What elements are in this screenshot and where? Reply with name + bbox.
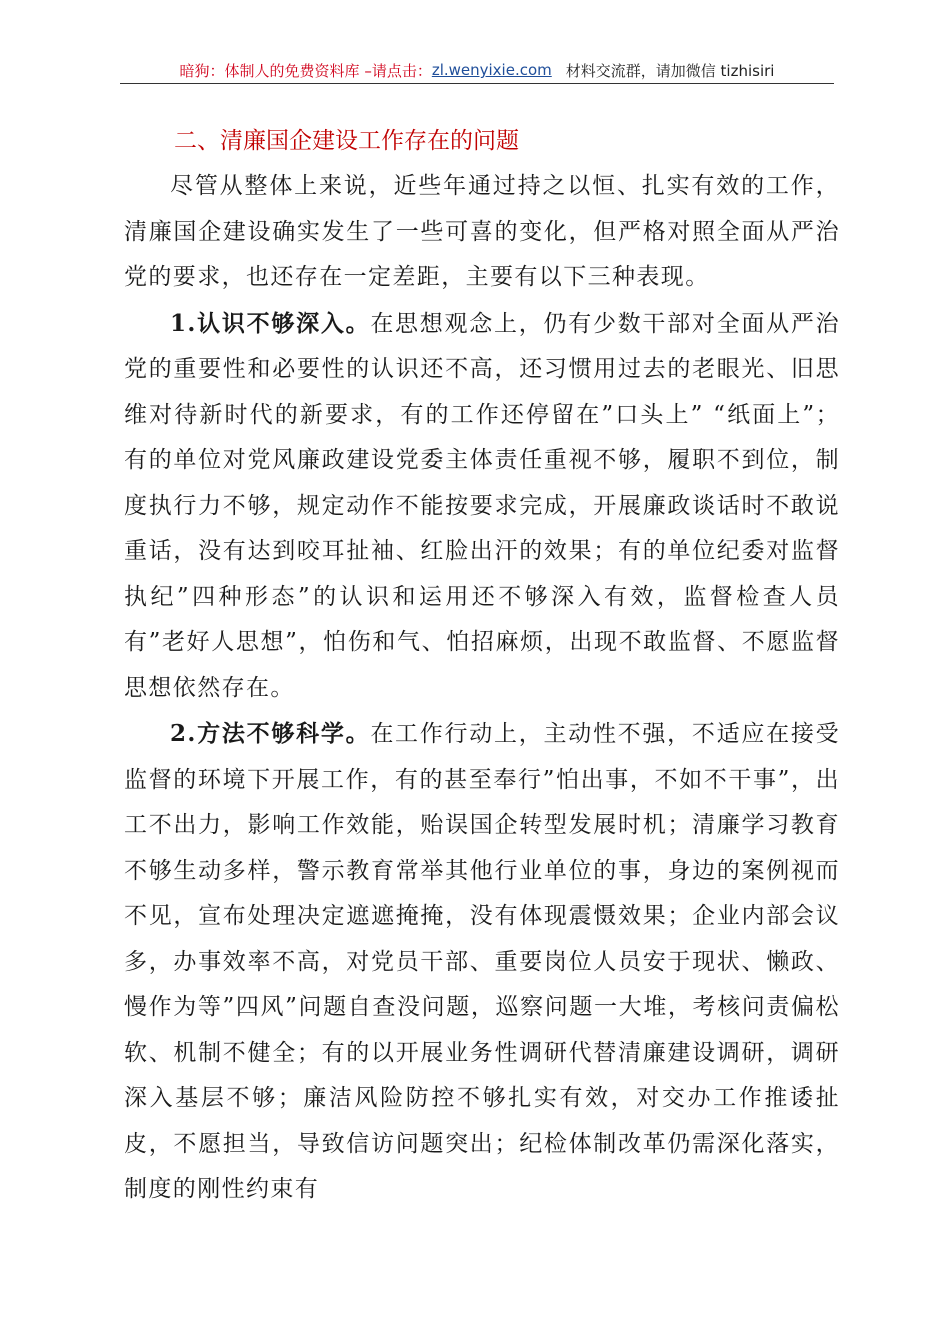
page-header [120,58,834,82]
section-heading: 二、清廉国企建设工作存在的问题 [174,128,519,154]
header-promo-text: 暗狗：体制人的免费资料库 –请点击： [179,61,432,80]
item-1-heading: 1.认识不够深入。 [170,309,371,337]
header-wechat-text: 材料交流群，请加微信 tizhisiri [565,61,775,80]
document-body [124,118,840,1213]
item-2-body: 在工作行动上，主动性不强，不适应在接受监督的环境下开展工作，有的甚至奉行”怕出事，不如不干事”，出工不出力，影响工作效能，贻误国企转型发展时机；清廉学习教育不够生动多样，警示教育常举其他行业单位的事，身边的案例视而不见，宣布处理决定遮遮掩掩，没有体现震慑效果；企业内部会议多，办事效率不高，对党员干部、重要岗位人员安于现状、懒政、慢作为等”四风”问题自查没问题，巡察问题一大堆，考核问责偏松软、机制不健全；有的以开展业务性调研代替清廉建设调研，调研深入基层不够；廉洁风险防控不够扎实有效，对交办工作推诿扯皮，不愿担当，导致信访问题突出；纪检体制改革仍需深化落实，制度的刚性约束有 [124,721,840,1202]
item-1-body: 在思想观念上，仍有少数干部对全面从严治党的重要性和必要性的认识还不高，还习惯用过去的老眼光、旧思维对待新时代的新要求，有的工作还停留在”口头上” “纸面上”；有的单位对党风廉政建设党委主体责任重视不够，履职不到位，制度执行力不够，规定动作不能按要求完成，开展廉政谈话时不敢说重话，没有达到咬耳扯袖、红脸出汗的效果；有的单位纪委对监督执纪”四种形态”的认识和运用还不够深入有效，监督检查人员有”老好人思想”，怕伤和气、怕招麻烦，出现不敢监督、不愿监督思想依然存在。 [124,310,840,701]
header-divider [120,83,834,84]
item-2-heading: 2.方法不够科学。 [170,720,371,747]
paragraph-item-1 [124,301,840,712]
intro-paragraph: 尽管从整体上来说，近些年通过持之以恒、扎实有效的工作，清廉国企建设确实发生了一些可喜的变化，但严格对照全面从严治党的要求，也还存在一定差距，主要有以下三种表现。 [124,173,840,290]
header-website-link[interactable]: zl.wenyixie.com [431,61,552,79]
paragraph-item-2 [124,711,840,1213]
